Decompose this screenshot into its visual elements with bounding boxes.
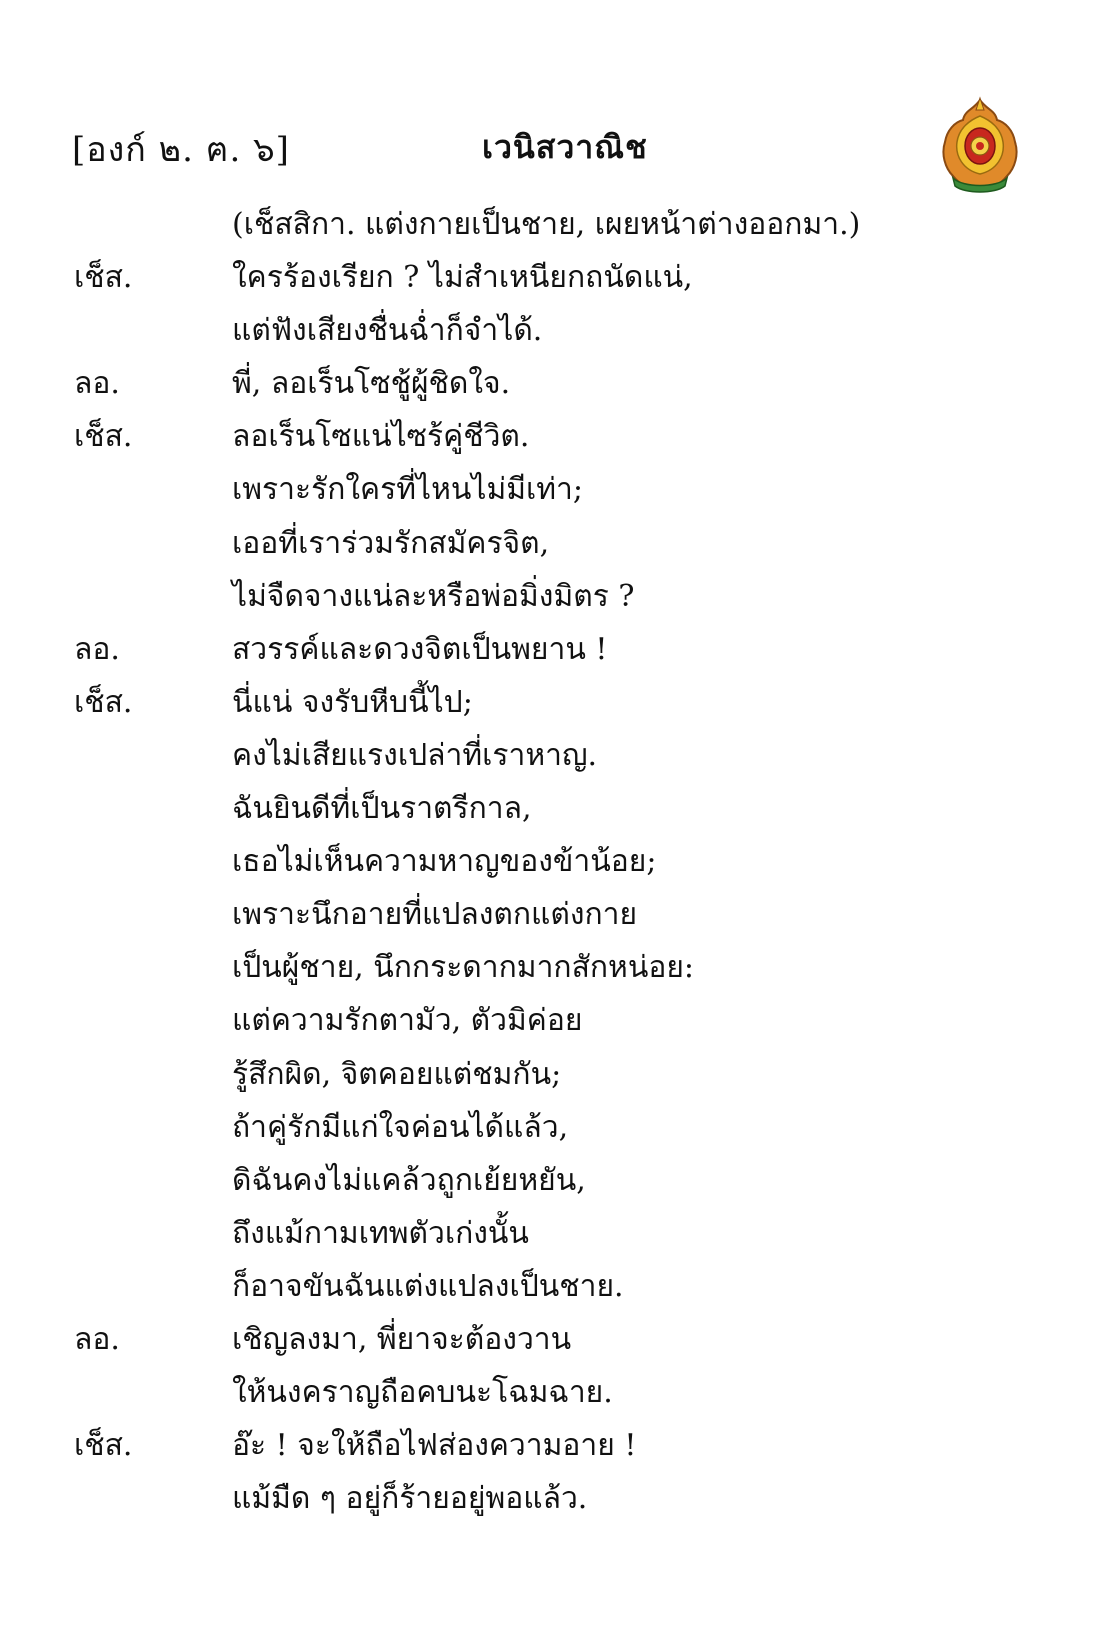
dialogue-line (0, 304, 1100, 357)
dialogue-line (0, 729, 1100, 782)
verse-text: ลอเร็นโซแน่ไซร้คู่ชีวิต. (232, 419, 530, 455)
dialogue-line (0, 1048, 1100, 1101)
verse-text: ใครร้องเรียก ? ไม่สำเหนียกถนัดแน่, (232, 260, 693, 296)
dialogue-line (0, 1366, 1100, 1419)
verse-text: ก็อาจขันฉันแต่งแปลงเป็นชาย. (232, 1268, 624, 1304)
dialogue-line (0, 1207, 1100, 1260)
dialogue-line (0, 463, 1100, 516)
speaker-name: ลอ. (74, 631, 120, 667)
page-title: เวนิสวาณิช (482, 128, 648, 166)
speaker-name: ลอ. (74, 1321, 120, 1357)
dialogue-line (0, 623, 1100, 676)
verse-text: เธอไม่เห็นความหาญของข้าน้อย; (232, 844, 657, 880)
verse-text: ไม่จืดจางแน่ละหรือพ่อมิ่งมิตร ? (232, 578, 635, 614)
dialogue-line (0, 1101, 1100, 1154)
verse-text: อ๊ะ ! จะให้ถือไฟส่องความอาย ! (232, 1428, 637, 1464)
verse-text: สวรรค์และดวงจิตเป็นพยาน ! (232, 631, 608, 667)
dialogue-line (0, 1472, 1100, 1525)
verse-text: เออที่เราร่วมรักสมัครจิต, (232, 525, 550, 561)
dialogue-line (0, 1419, 1100, 1472)
verse-text: เป็นผู้ชาย, นึกกระดากมากสักหน่อย: (232, 950, 695, 986)
dialogue-line (0, 1313, 1100, 1366)
verse-text: ถ้าคู่รักมีแก่ใจค่อนได้แล้ว, (232, 1109, 569, 1145)
speaker-name: เช็ส. (74, 1428, 133, 1464)
verse-text: เชิญลงมา, พี่ยาจะต้องวาน (232, 1321, 572, 1357)
speaker-name: เช็ส. (74, 260, 133, 296)
dialogue-line (0, 410, 1100, 463)
page-header (72, 122, 1032, 182)
dialogue-line (0, 570, 1100, 623)
verse-text: รู้สึกผิด, จิตคอยแต่ชมกัน; (232, 1056, 562, 1092)
verse-text: พี่, ลอเร็นโซชู้ผู้ชิดใจ. (232, 366, 511, 402)
dialogue-line (0, 941, 1100, 994)
speaker-name: เช็ส. (74, 419, 133, 455)
verse-text: เพราะนึกอายที่แปลงตกแต่งกาย (232, 897, 638, 933)
verse-text: ดิฉันคงไม่แคล้วถูกเย้ยหยัน, (232, 1162, 586, 1198)
verse-text: คงไม่เสียแรงเปล่าที่เราหาญ. (232, 737, 598, 773)
verse-text: นี่แน่ จงรับหีบนี้ไป; (232, 684, 473, 720)
verse-text: แม้มืด ๆ อยู่ก็ร้ายอยู่พอแล้ว. (232, 1481, 588, 1517)
dialogue-line (0, 357, 1100, 410)
dialogue-line (0, 251, 1100, 304)
speaker-name: เช็ส. (74, 684, 133, 720)
dialogue-line (0, 198, 1100, 251)
dialogue-line (0, 1154, 1100, 1207)
dialogue-line (0, 1260, 1100, 1313)
verse-text: ให้นงคราญถือคบนะโฉมฉาย. (232, 1375, 613, 1411)
dialogue-line (0, 676, 1100, 729)
dialogue-lines (0, 198, 1100, 1525)
dialogue-line (0, 517, 1100, 570)
dialogue-line (0, 888, 1100, 941)
verse-text: เพราะรักใครที่ไหนไม่มีเท่า; (232, 472, 583, 508)
dialogue-line (0, 994, 1100, 1047)
verse-text: ฉันยินดีที่เป็นราตรีกาล, (232, 791, 532, 827)
ministry-emblem-icon (935, 96, 1025, 196)
verse-text: แต่ความรักตามัว, ตัวมิค่อย (232, 1003, 583, 1039)
speaker-name: ลอ. (74, 366, 120, 402)
verse-text: ถึงแม้กามเทพตัวเก่งนั้น (232, 1215, 529, 1251)
verse-text: (เช็สสิกา. แต่งกายเป็นชาย, เผยหน้าต่างออกมา.) (232, 207, 861, 242)
verse-text: แต่ฟังเสียงชื่นฉ่ำก็จำได้. (232, 313, 543, 349)
act-scene-reference: [องก์ ๒. ฅ. ๖] (72, 130, 290, 170)
dialogue-line (0, 782, 1100, 835)
dialogue-line (0, 835, 1100, 888)
